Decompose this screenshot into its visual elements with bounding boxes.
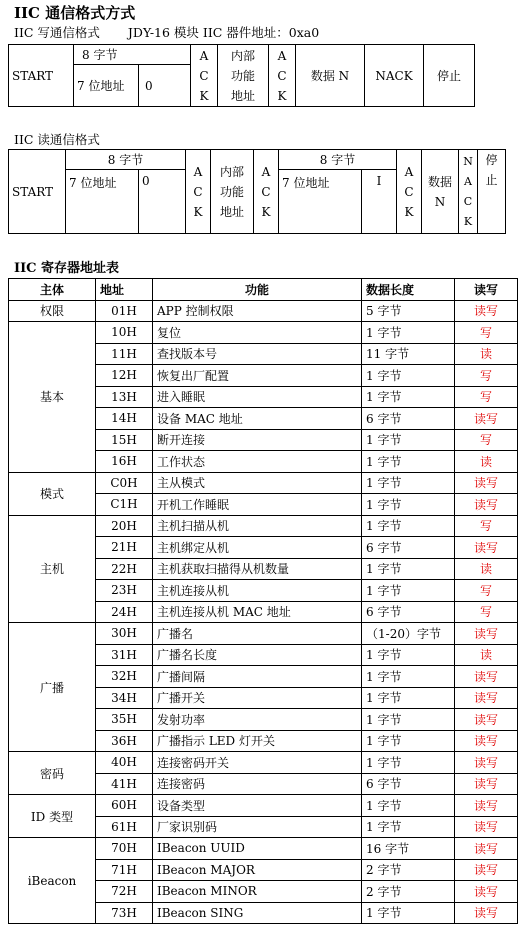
len-cell: 1 字节 [362, 429, 455, 451]
read-format-label: IIC 读通信格式 [14, 132, 100, 147]
func-cell: 主机绑定从机 [153, 537, 362, 559]
rw-cell: 读写 [455, 687, 518, 709]
len-cell: 1 字节 [362, 558, 455, 580]
group-cell: 密码 [9, 752, 96, 795]
len-cell: 1 字节 [362, 816, 455, 838]
register-table [8, 278, 518, 924]
write-ack-1: A C K [191, 45, 218, 107]
func-cell: 主从模式 [153, 472, 362, 494]
rw-cell: 读写 [455, 902, 518, 924]
rw-cell: 读 [455, 558, 518, 580]
rw-cell: 写 [455, 580, 518, 602]
len-cell: 1 字节 [362, 580, 455, 602]
len-cell: 1 字节 [362, 515, 455, 537]
write-format-header [14, 23, 319, 41]
len-cell: 1 字节 [362, 472, 455, 494]
addr-cell: 61H [96, 816, 153, 838]
len-cell: 2 字节 [362, 859, 455, 881]
func-cell: 设备 MAC 地址 [153, 408, 362, 430]
addr-cell: 32H [96, 666, 153, 688]
read-ack-1: A C K [186, 150, 211, 234]
rw-cell: 读写 [455, 623, 518, 645]
rw-cell: 读写 [455, 472, 518, 494]
len-cell: 1 字节 [362, 687, 455, 709]
header-addr: 地址 [96, 279, 153, 301]
len-cell: 6 字节 [362, 773, 455, 795]
len-cell: 11 字节 [362, 343, 455, 365]
write-ack-2: A C K [269, 45, 296, 107]
table-row [9, 472, 518, 494]
read-zero: 0 [139, 170, 186, 234]
group-cell: 权限 [9, 300, 96, 322]
addr-cell: 71H [96, 859, 153, 881]
func-cell: 连接密码开关 [153, 752, 362, 774]
read-ack-3: A C K [397, 150, 422, 234]
rw-cell: 读写 [455, 859, 518, 881]
addr-cell: 36H [96, 730, 153, 752]
rw-cell: 读写 [455, 881, 518, 903]
group-cell: 模式 [9, 472, 96, 515]
header-len: 数据长度 [362, 279, 455, 301]
rw-cell: 读写 [455, 773, 518, 795]
write-stop: 停止 [424, 45, 475, 107]
register-table-title: IIC 寄存器地址表 [14, 261, 120, 276]
len-cell: 1 字节 [362, 666, 455, 688]
rw-cell: 读写 [455, 816, 518, 838]
read-stop: 停 止 [478, 150, 506, 234]
rw-cell: 读写 [455, 300, 518, 322]
rw-cell: 读 [455, 644, 518, 666]
write-data-n: 数据 N [296, 45, 365, 107]
header-rw: 读写 [455, 279, 518, 301]
rw-cell: 读写 [455, 494, 518, 516]
read-byte8-2: 8 字节 [279, 150, 397, 170]
rw-cell: 读写 [455, 666, 518, 688]
rw-cell: 读写 [455, 730, 518, 752]
addr-cell: 21H [96, 537, 153, 559]
header-func: 功能 [153, 279, 362, 301]
table-row [9, 838, 518, 860]
group-cell: ID 类型 [9, 795, 96, 838]
func-cell: IBeacon SING [153, 902, 362, 924]
len-cell: 1 字节 [362, 365, 455, 387]
addr-cell: 14H [96, 408, 153, 430]
addr-cell: 20H [96, 515, 153, 537]
len-cell: 1 字节 [362, 386, 455, 408]
addr-cell: 24H [96, 601, 153, 623]
rw-cell: 读写 [455, 752, 518, 774]
register-header-row [9, 279, 518, 301]
addr-cell: 72H [96, 881, 153, 903]
len-cell: 1 字节 [362, 709, 455, 731]
addr-cell: 35H [96, 709, 153, 731]
len-cell: 5 字节 [362, 300, 455, 322]
rw-cell: 读写 [455, 408, 518, 430]
read-start: START [9, 150, 66, 234]
func-cell: 开机工作睡眠 [153, 494, 362, 516]
write-format-table [8, 44, 475, 107]
func-cell: 工作状态 [153, 451, 362, 473]
len-cell: 1 字节 [362, 795, 455, 817]
func-cell: 连接密码 [153, 773, 362, 795]
rw-cell: 写 [455, 601, 518, 623]
addr-cell: 30H [96, 623, 153, 645]
func-cell: 厂家识别码 [153, 816, 362, 838]
write-byte8: 8 字节 [74, 45, 191, 65]
addr-cell: 22H [96, 558, 153, 580]
addr-cell: 41H [96, 773, 153, 795]
func-cell: 复位 [153, 322, 362, 344]
func-cell: 主机扫描从机 [153, 515, 362, 537]
page-title: IIC 通信格式方式 [14, 4, 136, 22]
write-start: START [9, 45, 74, 107]
func-cell: 设备类型 [153, 795, 362, 817]
group-cell: 广播 [9, 623, 96, 752]
len-cell: 1 字节 [362, 322, 455, 344]
addr-cell: 10H [96, 322, 153, 344]
table-row [9, 515, 518, 537]
func-cell: 主机获取扫描得从机数量 [153, 558, 362, 580]
read-format-table [8, 149, 506, 234]
len-cell: （1-20）字节 [362, 623, 455, 645]
read-byte8-1: 8 字节 [66, 150, 186, 170]
addr-cell: 60H [96, 795, 153, 817]
func-cell: 主机连接从机 MAC 地址 [153, 601, 362, 623]
write-format-label: IIC 写通信格式 [14, 25, 100, 40]
rw-cell: 读写 [455, 709, 518, 731]
write-internal-addr: 内部 功能 地址 [218, 45, 269, 107]
len-cell: 1 字节 [362, 730, 455, 752]
func-cell: IBeacon MAJOR [153, 859, 362, 881]
table-row [9, 623, 518, 645]
len-cell: 1 字节 [362, 752, 455, 774]
read-format-header [14, 130, 100, 148]
table-row [9, 300, 518, 322]
rw-cell: 写 [455, 429, 518, 451]
func-cell: 广播名 [153, 623, 362, 645]
func-cell: IBeacon UUID [153, 838, 362, 860]
read-ack-2: A C K [254, 150, 279, 234]
len-cell: 6 字节 [362, 408, 455, 430]
func-cell: 断开连接 [153, 429, 362, 451]
func-cell: IBeacon MINOR [153, 881, 362, 903]
func-cell: 广播间隔 [153, 666, 362, 688]
table-row [9, 752, 518, 774]
addr-cell: C0H [96, 472, 153, 494]
addr-cell: 12H [96, 365, 153, 387]
rw-cell: 读写 [455, 537, 518, 559]
addr-cell: 70H [96, 838, 153, 860]
len-cell: 1 字节 [362, 494, 455, 516]
len-cell: 1 字节 [362, 644, 455, 666]
addr-cell: 16H [96, 451, 153, 473]
group-cell: 基本 [9, 322, 96, 473]
func-cell: 广播开关 [153, 687, 362, 709]
func-cell: 广播名长度 [153, 644, 362, 666]
func-cell: 进入睡眠 [153, 386, 362, 408]
rw-cell: 读 [455, 343, 518, 365]
len-cell: 2 字节 [362, 881, 455, 903]
addr-cell: 15H [96, 429, 153, 451]
len-cell: 1 字节 [362, 902, 455, 924]
len-cell: 6 字节 [362, 537, 455, 559]
rw-cell: 写 [455, 322, 518, 344]
addr-cell: 11H [96, 343, 153, 365]
func-cell: 广播指示 LED 灯开关 [153, 730, 362, 752]
func-cell: APP 控制权限 [153, 300, 362, 322]
rw-cell: 读写 [455, 795, 518, 817]
addr-cell: 34H [96, 687, 153, 709]
rw-cell: 写 [455, 386, 518, 408]
rw-cell: 读 [455, 451, 518, 473]
read-addr7-1: 7 位地址 [66, 170, 139, 234]
addr-cell: 73H [96, 902, 153, 924]
addr-cell: 01H [96, 300, 153, 322]
read-data-n: 数据 N [422, 150, 459, 234]
read-one: I [362, 170, 397, 234]
addr-cell: 31H [96, 644, 153, 666]
func-cell: 主机连接从机 [153, 580, 362, 602]
addr-cell: C1H [96, 494, 153, 516]
rw-cell: 写 [455, 515, 518, 537]
addr-cell: 13H [96, 386, 153, 408]
func-cell: 恢复出厂配置 [153, 365, 362, 387]
table-row [9, 795, 518, 817]
read-internal-addr: 内部 功能 地址 [211, 150, 254, 234]
len-cell: 16 字节 [362, 838, 455, 860]
write-nack: NACK [365, 45, 424, 107]
module-info: JDY-16 模块 IIC 器件地址：0xa0 [127, 25, 320, 40]
addr-cell: 40H [96, 752, 153, 774]
len-cell: 6 字节 [362, 601, 455, 623]
addr-cell: 23H [96, 580, 153, 602]
read-nack: N A C K [459, 150, 478, 234]
func-cell: 发射功率 [153, 709, 362, 731]
read-addr7-2: 7 位地址 [279, 170, 362, 234]
write-zero: 0 [139, 65, 191, 107]
len-cell: 1 字节 [362, 451, 455, 473]
func-cell: 查找版本号 [153, 343, 362, 365]
write-addr7: 7 位地址 [74, 65, 139, 107]
table-row [9, 322, 518, 344]
rw-cell: 写 [455, 365, 518, 387]
group-cell: 主机 [9, 515, 96, 623]
rw-cell: 读写 [455, 838, 518, 860]
group-cell: iBeacon [9, 838, 96, 924]
header-group: 主体 [9, 279, 96, 301]
